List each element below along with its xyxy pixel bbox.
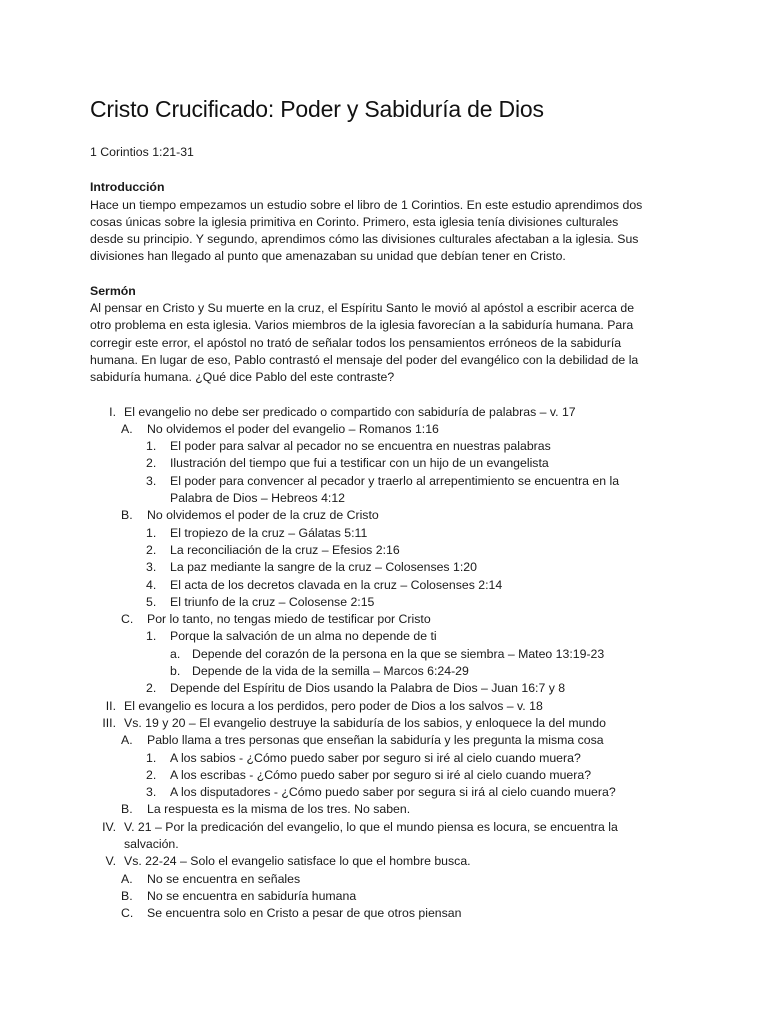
intro-paragraph: Hace un tiempo empezamos un estudio sobre el libro de 1 Corintios. En este estudio aprendimos dos cosas únicas sobre la iglesia primitiva en Corinto. Primero, esta iglesia tenía divisiones culturales desde su principio. Y segundo, aprendimos cómo las divisiones culturales afectaban a la iglesia. Sus divisiones han llegado al punto que amenazaban su unidad que debían tener en Cristo.	[90, 197, 643, 264]
outline-marker: III.	[102, 715, 116, 730]
outline-marker: A.	[121, 733, 133, 748]
outline-marker: C.	[121, 906, 134, 921]
outline-text: El evangelio es locura a los perdidos, pero poder de Dios a los salvos – v. 18	[124, 698, 543, 713]
outline-item-level-4	[90, 646, 650, 663]
outline-text: Vs. 22-24 – Solo el evangelio satisface lo que el hombre busca.	[124, 854, 471, 869]
outline-item-level-3	[90, 628, 650, 645]
outline-text: El tropiezo de la cruz – Gálatas 5:11	[170, 525, 368, 540]
scripture-reference: 1 Corintios 1:21-31	[90, 145, 194, 159]
outline-text: Ilustración del tiempo que fui a testificar con un hijo de un evangelista	[170, 456, 549, 471]
sermon-outline	[90, 404, 650, 923]
outline-marker: A.	[121, 421, 133, 436]
outline-marker: 2.	[146, 681, 157, 696]
sermon-paragraph: Al pensar en Cristo y Su muerte en la cruz, el Espíritu Santo le movió al apóstol a escribir acerca de otro problema en esta iglesia. Varios miembros de la iglesia favorecían a la sabiduría humana. Para corregir este error, el apóstol no trató de señalar todos los pensamientos erróneos de la sabiduría humana. En lugar de eso, Pablo contrastó el mensaje del poder del evangélico con la debilidad de la sabiduría humana. ¿Qué dice Pablo del este contraste?	[90, 301, 639, 385]
outline-item-level-1	[90, 404, 650, 421]
outline-item-level-2	[90, 732, 650, 749]
outline-item-level-3	[90, 577, 650, 594]
outline-item-level-3	[90, 767, 650, 784]
outline-text: Depende de la vida de la semilla – Marcos 6:24-29	[192, 664, 469, 679]
outline-item-level-3	[90, 680, 650, 697]
outline-item-level-1	[90, 715, 650, 732]
outline-marker: 1.	[146, 629, 157, 644]
outline-marker: 3.	[146, 785, 157, 800]
outline-marker: 4.	[146, 577, 157, 592]
outline-text: El triunfo de la cruz – Colosense 2:15	[170, 594, 375, 609]
outline-marker: 2.	[146, 767, 157, 782]
outline-text: Vs. 19 y 20 – El evangelio destruye la sabiduría de los sabios, y enloquece la del mundo	[124, 715, 606, 730]
outline-marker: V.	[105, 854, 116, 869]
sermon-heading: Sermón	[90, 283, 136, 298]
outline-text: A los escribas - ¿Cómo puedo saber por seguro si iré al cielo cuando muera?	[170, 767, 592, 782]
document-title: Cristo Crucificado: Poder y Sabiduría de Dios	[90, 96, 544, 122]
outline-text: El evangelio no debe ser predicado o compartido con sabiduría de palabras – v. 17	[124, 404, 576, 419]
outline-marker: 3.	[146, 560, 157, 575]
outline-text: Depende del corazón de la persona en la que se siembra – Mateo 13:19-23	[192, 646, 605, 661]
outline-marker: b.	[170, 664, 181, 679]
outline-text: Depende del Espíritu de Dios usando la Palabra de Dios – Juan 16:7 y 8	[170, 681, 566, 696]
outline-item-level-1	[90, 819, 650, 854]
outline-text: La respuesta es la misma de los tres. No saben.	[147, 802, 411, 817]
outline-marker: a.	[170, 646, 181, 661]
outline-marker: B.	[121, 802, 133, 817]
outline-text: Se encuentra solo en Cristo a pesar de que otros piensan	[147, 906, 462, 921]
outline-item-level-1	[90, 853, 650, 870]
outline-item-level-3	[90, 438, 650, 455]
outline-marker: B.	[121, 508, 133, 523]
outline-text: No se encuentra en señales	[147, 871, 301, 886]
outline-marker: IV.	[102, 819, 116, 834]
outline-item-level-2	[90, 871, 650, 888]
outline-text: El poder para convencer al pecador y traerlo al arrepentimiento se encuentra en la Palabra de Dios – Hebreos 4:12	[170, 473, 620, 506]
document-page	[90, 94, 650, 922]
outline-item-level-3	[90, 784, 650, 801]
outline-text: El poder para salvar al pecador no se encuentra en nuestras palabras	[170, 439, 551, 454]
outline-marker: 2.	[146, 456, 157, 471]
outline-marker: 1.	[146, 439, 157, 454]
outline-marker: I.	[109, 404, 116, 419]
outline-marker: II.	[105, 698, 116, 713]
outline-item-level-1	[90, 698, 650, 715]
outline-marker: A.	[121, 871, 133, 886]
outline-item-level-3	[90, 455, 650, 472]
outline-marker: 1.	[146, 525, 157, 540]
outline-item-level-3	[90, 750, 650, 767]
outline-item-level-4	[90, 663, 650, 680]
outline-marker: 2.	[146, 542, 157, 557]
outline-item-level-2	[90, 905, 650, 922]
outline-item-level-2	[90, 801, 650, 818]
intro-heading: Introducción	[90, 180, 165, 195]
outline-text: No olvidemos el poder del evangelio – Romanos 1:16	[147, 421, 439, 436]
outline-text: La reconciliación de la cruz – Efesios 2:16	[170, 542, 400, 557]
outline-marker: C.	[121, 612, 134, 627]
outline-marker: B.	[121, 888, 133, 903]
outline-marker: 5.	[146, 594, 157, 609]
outline-text: No se encuentra en sabiduría humana	[147, 888, 357, 903]
outline-item-level-3	[90, 525, 650, 542]
outline-item-level-3	[90, 542, 650, 559]
outline-item-level-3	[90, 559, 650, 576]
outline-item-level-2	[90, 611, 650, 628]
outline-item-level-2	[90, 507, 650, 524]
outline-marker: 3.	[146, 473, 157, 488]
outline-text: Pablo llama a tres personas que enseñan la sabiduría y les pregunta la misma cosa	[147, 733, 604, 748]
outline-text: Porque la salvación de un alma no depende de ti	[170, 629, 437, 644]
outline-text: No olvidemos el poder de la cruz de Cristo	[147, 508, 379, 523]
outline-item-level-2	[90, 888, 650, 905]
outline-item-level-2	[90, 421, 650, 438]
outline-text: La paz mediante la sangre de la cruz – Colosenses 1:20	[170, 560, 477, 575]
outline-text: El acta de los decretos clavada en la cruz – Colosenses 2:14	[170, 577, 503, 592]
outline-item-level-3	[90, 473, 650, 508]
outline-text: A los disputadores - ¿Cómo puedo saber por segura si irá al cielo cuando muera?	[170, 785, 616, 800]
outline-text: A los sabios - ¿Cómo puedo saber por seguro si iré al cielo cuando muera?	[170, 750, 581, 765]
outline-text: Por lo tanto, no tengas miedo de testificar por Cristo	[147, 612, 431, 627]
outline-marker: 1.	[146, 750, 157, 765]
outline-text: V. 21 – Por la predicación del evangelio, lo que el mundo piensa es locura, se encuentra la salvación.	[124, 819, 618, 851]
outline-item-level-3	[90, 594, 650, 611]
